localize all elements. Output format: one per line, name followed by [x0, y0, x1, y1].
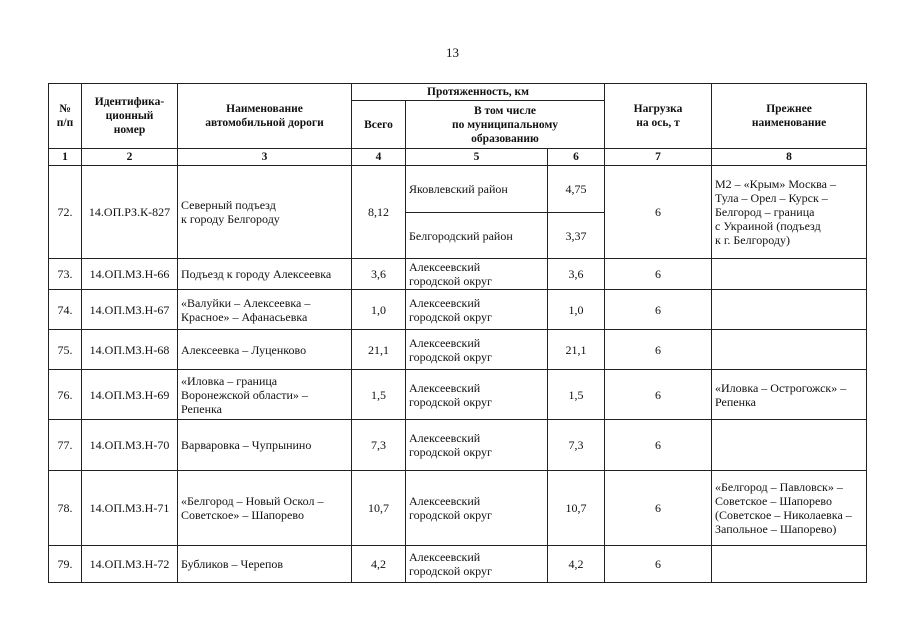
- row-num: 79.: [49, 546, 82, 583]
- road-id: 14.ОП.МЗ.Н-70: [82, 420, 178, 471]
- municipality: Алексеевский городской округ: [406, 420, 548, 471]
- table-row: [49, 370, 867, 420]
- axle-load: 6: [605, 420, 712, 471]
- row-num: 76.: [49, 370, 82, 420]
- header-name: Наименование автомобильной дороги: [178, 84, 352, 149]
- municipality: Алексеевский городской округ: [406, 370, 548, 420]
- axle-load: 6: [605, 471, 712, 546]
- former-name: [712, 290, 867, 330]
- length-municipality: 1,0: [548, 290, 605, 330]
- col-number: 4: [352, 149, 406, 166]
- former-name: «Белгород – Павловск» – Советское – Шапорево (Советское – Николаевка – Запольное – Шапорево): [712, 471, 867, 546]
- col-number: 6: [548, 149, 605, 166]
- row-num: 75.: [49, 330, 82, 370]
- header-total: Всего: [352, 101, 406, 149]
- road-name: Алексеевка – Луценково: [178, 330, 352, 370]
- row-num: 73.: [49, 259, 82, 290]
- col-number: 2: [82, 149, 178, 166]
- road-id: 14.ОП.МЗ.Н-72: [82, 546, 178, 583]
- road-name: «Иловка – граница Воронежской области» – Репенка: [178, 370, 352, 420]
- length-municipality: 3,6: [548, 259, 605, 290]
- former-name: [712, 330, 867, 370]
- table-row: [49, 420, 867, 471]
- axle-load: 6: [605, 546, 712, 583]
- header-incl: В том числе по муниципальному образованию: [406, 101, 605, 149]
- header-num: № п/п: [49, 84, 82, 149]
- table-row: [49, 471, 867, 546]
- municipality: Алексеевский городской округ: [406, 330, 548, 370]
- table-row: [49, 166, 867, 213]
- col-number: 3: [178, 149, 352, 166]
- col-number: 8: [712, 149, 867, 166]
- municipality: Белгородский район: [406, 213, 548, 259]
- length-municipality: 4,75: [548, 166, 605, 213]
- municipality: Алексеевский городской округ: [406, 471, 548, 546]
- table-row: [49, 546, 867, 583]
- former-name: [712, 259, 867, 290]
- row-num: 74.: [49, 290, 82, 330]
- length-total: 1,0: [352, 290, 406, 330]
- road-id: 14.ОП.МЗ.Н-69: [82, 370, 178, 420]
- road-name: «Белгород – Новый Оскол – Советское» – Шапорево: [178, 471, 352, 546]
- row-num: 77.: [49, 420, 82, 471]
- axle-load: 6: [605, 259, 712, 290]
- page-number: 13: [446, 45, 459, 60]
- municipality: Яковлевский район: [406, 166, 548, 213]
- table-row: [49, 290, 867, 330]
- row-num: 78.: [49, 471, 82, 546]
- length-municipality: 1,5: [548, 370, 605, 420]
- axle-load: 6: [605, 370, 712, 420]
- road-id: 14.ОП.МЗ.Н-68: [82, 330, 178, 370]
- header-length: Протяженность, км: [352, 84, 605, 101]
- road-name: Подъезд к городу Алексеевка: [178, 259, 352, 290]
- municipality: Алексеевский городской округ: [406, 290, 548, 330]
- road-id: 14.ОП.РЗ.К-827: [82, 166, 178, 259]
- length-total: 3,6: [352, 259, 406, 290]
- road-id: 14.ОП.МЗ.Н-71: [82, 471, 178, 546]
- col-number: 1: [49, 149, 82, 166]
- road-name: Варваровка – Чупрынино: [178, 420, 352, 471]
- road-name: «Валуйки – Алексеевка – Красное» – Афанасьевка: [178, 290, 352, 330]
- table-row: [49, 259, 867, 290]
- header-id: Идентифика- ционный номер: [82, 84, 178, 149]
- length-municipality: 10,7: [548, 471, 605, 546]
- axle-load: 6: [605, 290, 712, 330]
- axle-load: 6: [605, 166, 712, 259]
- former-name: [712, 420, 867, 471]
- length-total: 8,12: [352, 166, 406, 259]
- length-total: 21,1: [352, 330, 406, 370]
- road-id: 14.ОП.МЗ.Н-67: [82, 290, 178, 330]
- road-name: Бубликов – Черепов: [178, 546, 352, 583]
- col-number: 7: [605, 149, 712, 166]
- length-total: 4,2: [352, 546, 406, 583]
- axle-load: 6: [605, 330, 712, 370]
- column-numbers-row: [49, 149, 867, 166]
- road-id: 14.ОП.МЗ.Н-66: [82, 259, 178, 290]
- length-total: 1,5: [352, 370, 406, 420]
- length-municipality: 21,1: [548, 330, 605, 370]
- row-num: 72.: [49, 166, 82, 259]
- former-name: [712, 546, 867, 583]
- length-municipality: 7,3: [548, 420, 605, 471]
- header-former: Прежнее наименование: [712, 84, 867, 149]
- roads-table: [48, 83, 867, 583]
- municipality: Алексеевский городской округ: [406, 546, 548, 583]
- length-total: 10,7: [352, 471, 406, 546]
- header-load: Нагрузка на ось, т: [605, 84, 712, 149]
- municipality: Алексеевский городской округ: [406, 259, 548, 290]
- length-municipality: 4,2: [548, 546, 605, 583]
- former-name: «Иловка – Острогожск» – Репенка: [712, 370, 867, 420]
- col-number: 5: [406, 149, 548, 166]
- former-name: М2 – «Крым» Москва – Тула – Орел – Курск – Белгород – граница с Украиной (подъезд к г. Белгороду): [712, 166, 867, 259]
- road-name: Северный подъезд к городу Белгороду: [178, 166, 352, 259]
- table-row: [49, 330, 867, 370]
- length-municipality: 3,37: [548, 213, 605, 259]
- length-total: 7,3: [352, 420, 406, 471]
